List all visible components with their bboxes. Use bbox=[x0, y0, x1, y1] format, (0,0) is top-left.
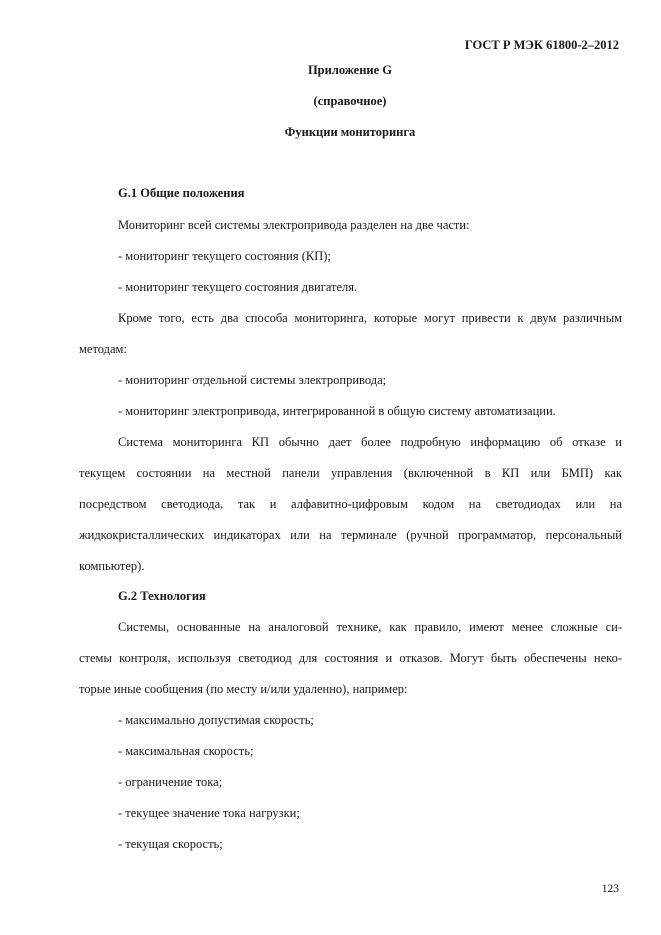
paragraph-line: компьютер). bbox=[79, 559, 145, 573]
section-heading-g2: G.2 Технология bbox=[118, 589, 206, 603]
list-item: - текущая скорость; bbox=[118, 837, 223, 851]
page-number: 123 bbox=[601, 883, 619, 895]
list-item: - мониторинг текущего состояния (КП); bbox=[118, 249, 331, 263]
paragraph-line: Мониторинг всей системы электропривода разделен на две части: bbox=[118, 218, 470, 232]
annex-type: (справочное) bbox=[313, 94, 387, 108]
list-item: - максимально допустимая скорость; bbox=[118, 713, 314, 727]
paragraph-line: посредством светодиода, так и алфавитно-цифровым кодом на светодиодах или на bbox=[79, 497, 622, 511]
list-item: - ограничение тока; bbox=[118, 775, 223, 789]
list-item: - мониторинг электропривода, интегрированной в общую систему автоматизации. bbox=[118, 404, 556, 418]
paragraph-line: Кроме того, есть два способа мониторинга, которые могут привести к двум различным bbox=[118, 311, 622, 325]
list-item: - мониторинг отдельной системы электропривода; bbox=[118, 373, 387, 387]
list-item: - максимальная скорость; bbox=[118, 744, 254, 758]
annex-title: Приложение G bbox=[307, 63, 393, 77]
list-item: - мониторинг текущего состояния двигателя. bbox=[118, 280, 358, 294]
paragraph-line: методам: bbox=[79, 342, 127, 356]
paragraph-line: Системы, основанные на аналоговой технике, как правило, имеют менее сложные си- bbox=[118, 620, 622, 634]
section-heading-g1: G.1 Общие положения bbox=[118, 186, 245, 200]
paragraph-line: текущем состоянии на местной панели управления (включенной в КП или БМП) как bbox=[79, 466, 622, 480]
paragraph-line: Система мониторинга КП обычно дает более подробную информацию об отказе и bbox=[118, 435, 622, 449]
annex-name: Функции мониторинга bbox=[284, 125, 416, 139]
list-item: - текущее значение тока нагрузки; bbox=[118, 806, 300, 820]
paragraph-line: стемы контроля, используя светодиод для состояния и отказов. Могут быть обеспечены неко- bbox=[79, 651, 622, 665]
paragraph-line: жидкокристаллических индикаторах или на терминале (ручной программатор, персональный bbox=[79, 528, 622, 542]
document-header: ГОСТ Р МЭК 61800-2–2012 bbox=[464, 38, 619, 52]
paragraph-line: торые иные сообщения (по месту и/или удаленно), например: bbox=[79, 682, 408, 696]
